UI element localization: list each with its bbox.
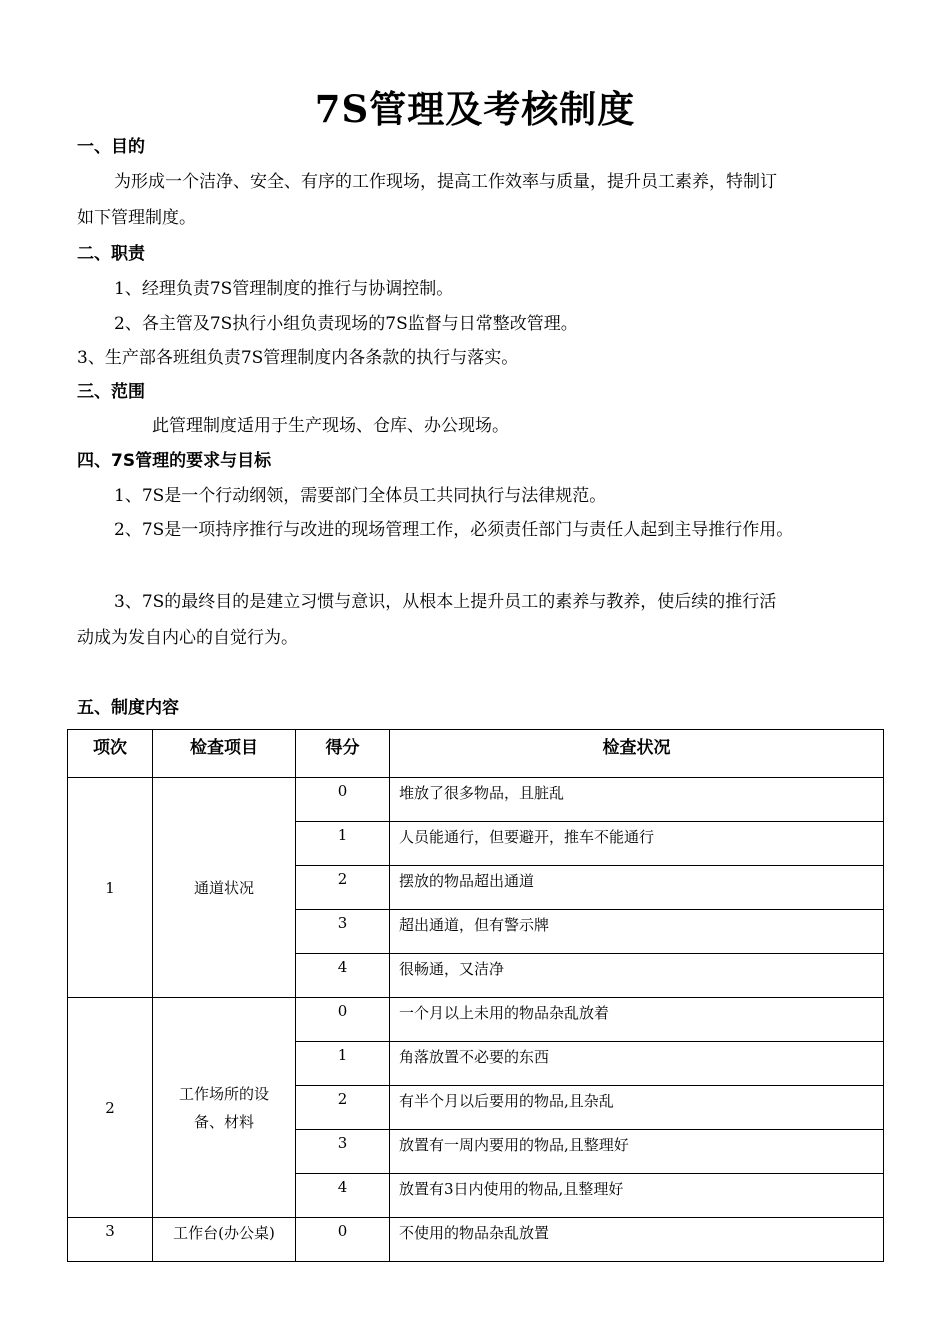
row-status: 摆放的物品超出通道 xyxy=(390,866,884,910)
purpose-text-line-2: 如下管理制度。 xyxy=(77,208,196,228)
row-status: 不使用的物品杂乱放置 xyxy=(390,1218,884,1262)
header-check-item: 检查项目 xyxy=(153,730,296,778)
row-check-item-line-2: 备、材料 xyxy=(193,1112,254,1131)
duties-item-3: 3、生产部各班组负责7S管理制度内各条款的执行与落实。 xyxy=(77,348,519,368)
row-status: 放置有一周内要用的物品,且整理好 xyxy=(390,1130,884,1174)
section-heading-duties: 二、职责 xyxy=(77,244,145,264)
purpose-text-line-1: 为形成一个洁净、安全、有序的工作现场，提高工作效率与质量，提升员工素养，特制订 xyxy=(114,172,777,192)
row-score: 2 xyxy=(296,866,390,910)
requirements-item-2: 2、7S是一项持序推行与改进的现场管理工作，必须责任部门与责任人起到主导推行作用。 xyxy=(114,520,794,540)
duties-item-2: 2、各主管及7S执行小组负责现场的7S监督与日常整改管理。 xyxy=(114,314,578,334)
row-score: 3 xyxy=(296,1130,390,1174)
requirements-item-1: 1、7S是一个行动纲领，需要部门全体员工共同执行与法律规范。 xyxy=(114,486,607,506)
table-row xyxy=(68,1218,884,1262)
section-heading-requirements: 四、7S管理的要求与目标 xyxy=(77,451,272,471)
row-status: 人员能通行，但要避开，推车不能通行 xyxy=(390,822,884,866)
row-check-item: 工作台(办公桌) xyxy=(153,1218,296,1262)
row-score: 3 xyxy=(296,910,390,954)
row-check-item: 通道状况 xyxy=(153,778,296,998)
row-status: 一个月以上未用的物品杂乱放着 xyxy=(390,998,884,1042)
row-status: 有半个月以后要用的物品,且杂乱 xyxy=(390,1086,884,1130)
section-heading-content: 五、制度内容 xyxy=(77,698,179,718)
row-check-item-line-1: 工作场所的设 xyxy=(178,1084,269,1103)
duties-item-1: 1、经理负责7S管理制度的推行与协调控制。 xyxy=(114,279,454,299)
scope-text: 此管理制度适用于生产现场、仓库、办公现场。 xyxy=(152,416,509,436)
table-row xyxy=(68,998,884,1042)
row-score: 1 xyxy=(296,1042,390,1086)
row-check-item xyxy=(153,998,296,1218)
requirements-item-3-line-1: 3、7S的最终目的是建立习惯与意识，从根本上提升员工的素养与教养，使后续的推行活 xyxy=(114,592,777,612)
row-status: 放置有3日内使用的物品,且整理好 xyxy=(390,1174,884,1218)
header-index: 项次 xyxy=(68,730,153,778)
document-title: 7S管理及考核制度 xyxy=(314,87,636,131)
row-score: 0 xyxy=(296,998,390,1042)
row-status: 很畅通，又洁净 xyxy=(390,954,884,998)
row-score: 4 xyxy=(296,1174,390,1218)
row-score: 1 xyxy=(296,822,390,866)
table-header-row xyxy=(68,730,884,778)
row-score: 2 xyxy=(296,1086,390,1130)
row-index: 3 xyxy=(68,1218,153,1262)
row-status: 角落放置不必要的东西 xyxy=(390,1042,884,1086)
row-status: 超出通道，但有警示牌 xyxy=(390,910,884,954)
requirements-item-3-line-2: 动成为发自内心的自觉行为。 xyxy=(77,628,298,648)
row-index: 2 xyxy=(68,998,153,1218)
row-score: 0 xyxy=(296,1218,390,1262)
header-check-status: 检查状况 xyxy=(390,730,884,778)
inspection-table xyxy=(67,729,884,1262)
header-score: 得分 xyxy=(296,730,390,778)
row-index: 1 xyxy=(68,778,153,998)
section-heading-purpose: 一、目的 xyxy=(77,137,145,157)
row-score: 0 xyxy=(296,778,390,822)
row-score: 4 xyxy=(296,954,390,998)
table-row xyxy=(68,778,884,822)
section-heading-scope: 三、范围 xyxy=(77,382,145,402)
row-status: 堆放了很多物品，且脏乱 xyxy=(390,778,884,822)
